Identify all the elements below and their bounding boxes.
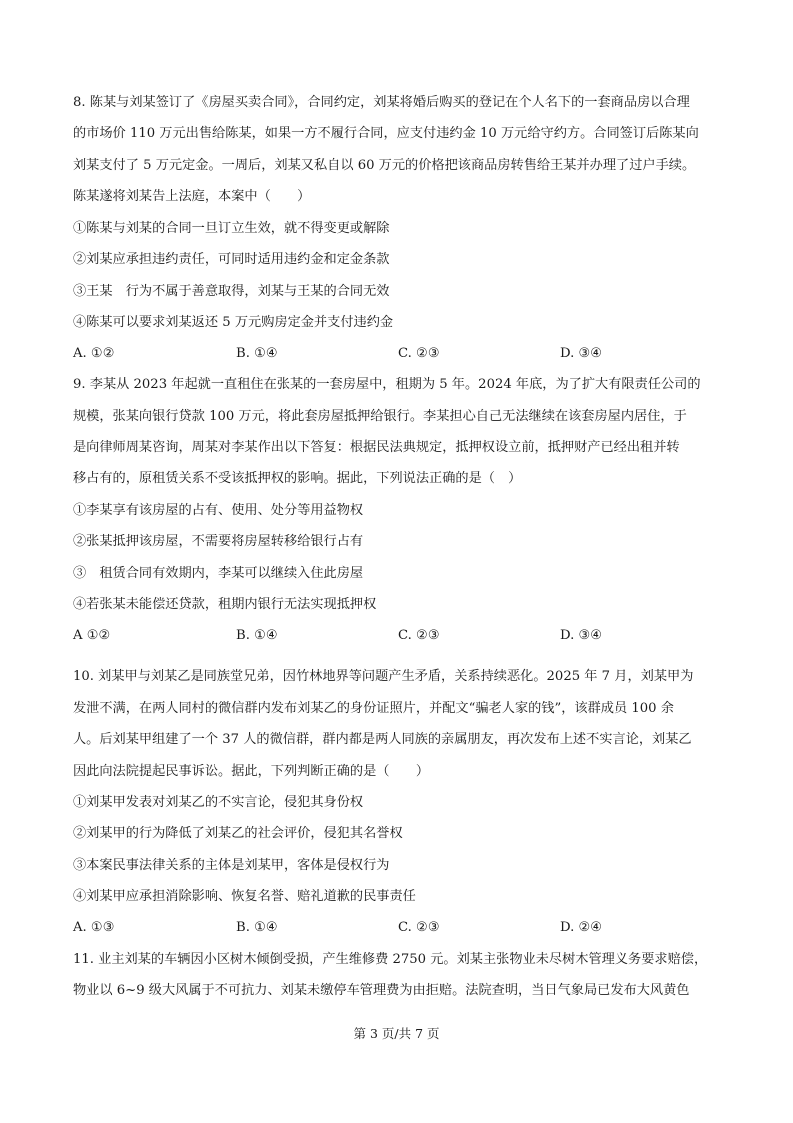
q9-stem-line-4: 移占有的，原租赁关系不受该抵押权的影响。据此，下列说法正确的是（ ） xyxy=(73,471,522,486)
q9-stem-line-1: 9. 李某从 2023 年起就一直租住在张某的一套房屋中，租期为 5 年。2024 年底，为了扩大有限责任公司的 xyxy=(73,377,701,392)
q10-statement-4: ④刘某甲应承担消除影响、恢复名誉、赔礼道歉的民事责任 xyxy=(73,889,416,904)
q10-option-a[interactable]: A. ①③ xyxy=(73,920,115,935)
q8-stem-line-3: 刘某支付了 5 万元定金。一周后，刘某又私自以 60 万元的价格把该商品房转售给王某并办理了过户手续。 xyxy=(73,158,696,173)
q10-option-c[interactable]: C. ②③ xyxy=(398,920,440,935)
q10-option-d[interactable]: D. ②④ xyxy=(560,920,603,935)
q8-statement-3: ③王某 行为不属于善意取得，刘某与王某的合同无效 xyxy=(73,284,390,299)
q9-option-a[interactable]: A ①② xyxy=(73,628,111,643)
q9-stem-line-2: 规模，张某向银行贷款 100 万元，将此套房屋抵押给银行。李某担心自己无法继续在该套房屋内居住，于 xyxy=(73,409,687,424)
q10-statement-2: ②刘某甲的行为降低了刘某乙的社会评价，侵犯其名誉权 xyxy=(73,826,403,841)
q10-stem-line-1: 10. 刘某甲与刘某乙是同族堂兄弟，因竹林地界等问题产生矛盾，关系持续恶化。2025 年 7 月，刘某甲为 xyxy=(73,669,694,684)
q9-option-c[interactable]: C. ②③ xyxy=(398,628,440,643)
q8-option-b[interactable]: B. ①④ xyxy=(236,346,278,361)
q9-option-d[interactable]: D. ③④ xyxy=(560,628,603,643)
q9-option-b[interactable]: B. ①④ xyxy=(236,628,278,643)
q8-option-d[interactable]: D. ③④ xyxy=(560,346,603,361)
q9-statement-2: ②张某抵押该房屋，不需要将房屋转移给银行占有 xyxy=(73,534,364,549)
q11-stem-line-1: 11. 业主刘某的车辆因小区树木倾倒受损，产生维修费 2750 元。刘某主张物业未尽树木管理义务要求赔偿， xyxy=(73,952,708,967)
q10-stem-line-3: 人。后刘某甲组建了一个 37 人的微信群，群内都是两人同族的亲属朋友，再次发布上述不实言论，刘某乙 xyxy=(73,732,692,747)
q9-statement-1: ①李某享有该房屋的占有、使用、处分等用益物权 xyxy=(73,503,364,518)
q8-option-c[interactable]: C. ②③ xyxy=(398,346,440,361)
q8-option-a[interactable]: A. ①② xyxy=(73,346,115,361)
q8-stem-line-4: 陈某遂将刘某告上法庭，本案中（ ） xyxy=(73,189,311,204)
q9-statement-3: ③ 租赁合同有效期内，李某可以继续入住此房屋 xyxy=(73,566,364,581)
q10-stem-line-2: 发泄不满，在两人同村的微信群内发布刘某乙的身份证照片，并配文“骗老人家的钱”，该群成员 100 余 xyxy=(73,701,674,716)
q9-statement-4: ④若张某未能偿还贷款，租期内银行无法实现抵押权 xyxy=(73,597,377,612)
q10-statement-1: ①刘某甲发表对刘某乙的不实言论，侵犯其身份权 xyxy=(73,795,364,810)
page-number: 第 3 页/共 7 页 xyxy=(353,1026,440,1041)
q8-options xyxy=(73,344,723,364)
q10-statement-3: ③本案民事法律关系的主体是刘某甲，客体是侵权行为 xyxy=(73,858,390,873)
q8-stem-line-2: 的市场价 110 万元出售给陈某，如果一方不履行合同，应支付违约金 10 万元给守约方。合同签订后陈某向 xyxy=(73,126,699,141)
q8-statement-4: ④陈某可以要求刘某返还 5 万元购房定金并支付违约金 xyxy=(73,315,394,330)
q10-option-b[interactable]: B. ①④ xyxy=(236,920,278,935)
q8-stem-line-1: 8. 陈某与刘某签订了《房屋买卖合同》，合同约定，刘某将婚后购买的登记在个人名下的一套商品房以合理 xyxy=(73,95,690,110)
q9-stem-line-3: 是向律师周某咨询，周某对李某作出以下答复：根据民法典规定，抵押权设立前，抵押财产已经出租并转 xyxy=(73,440,680,455)
q9-options xyxy=(73,626,723,646)
q10-stem-line-4: 因此向法院提起民事诉讼。据此，下列判断正确的是（ ） xyxy=(73,764,430,779)
q8-statement-2: ②刘某应承担违约责任，可同时适用违约金和定金条款 xyxy=(73,252,390,267)
q8-statement-1: ①陈某与刘某的合同一旦订立生效，就不得变更或解除 xyxy=(73,221,390,236)
q10-options xyxy=(73,918,723,938)
q11-stem-line-2: 物业以 6~9 级大风属于不可抗力、刘某未缴停车管理费为由拒赔。法院查明，当日气象局已发布大风黄色 xyxy=(73,983,690,998)
